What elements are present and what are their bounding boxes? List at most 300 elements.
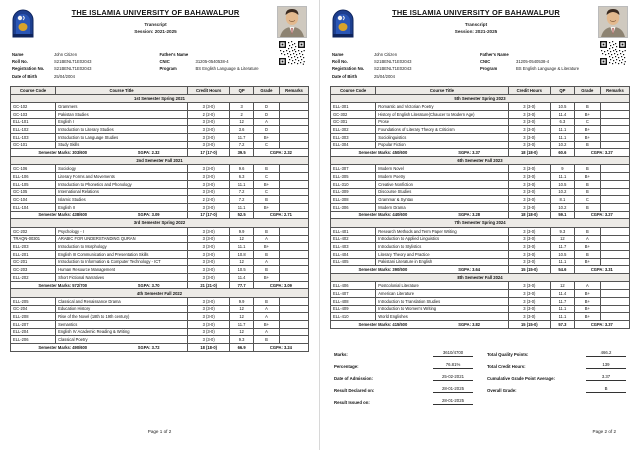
roll-value: S21BENLT1E02043 xyxy=(374,59,412,65)
cell-course-title: International Relations xyxy=(56,188,188,196)
summary-row xyxy=(487,374,626,381)
cell-qp: 10.5 xyxy=(551,180,575,188)
cell-remarks xyxy=(280,227,309,235)
info-dob xyxy=(332,75,480,80)
cell-course-code: ELL-303 xyxy=(331,133,376,141)
program-value: BS English Language & Literature xyxy=(516,66,580,72)
cell-qp: 11.4 xyxy=(551,290,575,298)
summary-label: Percentage: xyxy=(334,363,359,369)
cell-grade: B+ xyxy=(574,290,600,298)
cell-course-title: Islamic Studies xyxy=(56,196,188,204)
roll-value: S21BENLT1E02043 xyxy=(54,59,92,65)
summary-label: Total Credit Hours: xyxy=(487,363,526,369)
cell-course-title: Prose xyxy=(376,118,508,126)
cell-credit-hours: 3 (3-0) xyxy=(508,313,551,321)
cell-course-code: ELL-307 xyxy=(331,165,376,173)
semester-marks-sgpa xyxy=(11,211,188,219)
table-row xyxy=(11,305,309,313)
info-name xyxy=(332,53,480,58)
cell-course-code: ELL-103 xyxy=(11,133,56,141)
cell-qp: 10.2 xyxy=(551,188,575,196)
th-course-title: Course Title xyxy=(56,86,188,94)
cell-grade: B xyxy=(574,141,600,149)
cell-grade: A xyxy=(574,235,600,243)
cell-qp: 11.1 xyxy=(551,258,575,266)
cell-credit-hours: 3 (3-0) xyxy=(187,180,229,188)
cnic-value: 31205-0540538-4 xyxy=(516,59,550,65)
cell-credit-hours: 3 (3-0) xyxy=(187,235,229,243)
cell-course-code: GC-203 xyxy=(11,266,56,274)
cell-qp: 7.2 xyxy=(230,188,253,196)
semester-header-row xyxy=(331,219,630,227)
cell-remarks xyxy=(280,165,309,173)
cell-grade: B xyxy=(574,165,600,173)
grades-table-page2 xyxy=(330,86,630,329)
semester-sgpa: SGPA: 3.37 xyxy=(458,150,481,156)
cell-remarks xyxy=(600,118,629,126)
cell-remarks xyxy=(280,274,309,282)
student-info-page1 xyxy=(10,53,309,82)
semester-marks-sgpa xyxy=(331,320,509,328)
semester-sgpa: SGPA: 3.64 xyxy=(458,267,481,273)
cell-remarks xyxy=(280,110,309,118)
cell-course-code: ELL-206 xyxy=(11,336,56,344)
semester-total-qp: 60.6 xyxy=(551,149,575,157)
table-row xyxy=(11,103,309,111)
cell-remarks xyxy=(600,243,629,251)
cell-remarks xyxy=(280,188,309,196)
semester-sgpa: SGPA: 3.28 xyxy=(458,212,481,218)
result-summary xyxy=(334,350,626,410)
cell-remarks xyxy=(600,126,629,134)
table-row xyxy=(331,188,630,196)
table-row xyxy=(11,274,309,282)
cell-qp: 12 xyxy=(230,328,253,336)
cell-course-title: Discourse Studies xyxy=(376,188,508,196)
cell-course-title: English II xyxy=(56,203,188,211)
info-cnic xyxy=(160,60,308,65)
semester-cgpa: CGPA: 3.37 xyxy=(574,320,629,328)
summary-label: Total Quality Points: xyxy=(487,351,529,357)
cell-course-code: ELL-101 xyxy=(11,118,56,126)
cnic-label: CNIC xyxy=(159,59,170,65)
cell-grade: C xyxy=(574,196,600,204)
summary-value: 25-02-2021 xyxy=(433,374,473,381)
cell-remarks xyxy=(280,336,309,344)
summary-row xyxy=(334,374,473,381)
program-label: Program xyxy=(480,66,498,72)
program-label: Program xyxy=(159,66,177,72)
cell-course-title: Popular Fiction xyxy=(376,141,508,149)
registration-label: Registration No. xyxy=(332,66,365,72)
table-row xyxy=(11,320,309,328)
semester-marks-sgpa xyxy=(11,281,188,289)
semester-header-row xyxy=(331,157,630,165)
cell-remarks xyxy=(600,227,629,235)
table-row xyxy=(11,297,309,305)
cell-grade: B xyxy=(253,297,279,305)
semester-title: 3rd Semester Spring 2022 xyxy=(11,219,309,227)
table-row xyxy=(331,103,630,111)
summary-row xyxy=(487,350,626,357)
cell-qp: 11.1 xyxy=(551,126,575,134)
th-course-code: Course Code xyxy=(11,86,56,94)
cell-remarks xyxy=(280,196,309,204)
cell-qp: 3.6 xyxy=(230,126,253,134)
cell-course-title: Literary Theory and Practice xyxy=(376,250,508,258)
cell-remarks xyxy=(280,133,309,141)
cell-remarks xyxy=(280,258,309,266)
cell-course-code: GC-102 xyxy=(11,103,56,111)
table-header-row xyxy=(11,86,309,94)
cell-course-code: ELL-402 xyxy=(331,235,376,243)
semester-header-row xyxy=(11,219,309,227)
semester-total-qp: 52.5 xyxy=(230,211,253,219)
cell-course-title: Psychology - I xyxy=(56,227,188,235)
cell-grade: B+ xyxy=(574,305,600,313)
cell-course-code: GC-105 xyxy=(11,188,56,196)
table-row xyxy=(11,203,309,211)
cell-remarks xyxy=(600,305,629,313)
cell-course-title: Sociolinguistics xyxy=(376,133,508,141)
session-label: Session: 2021-2025 xyxy=(454,29,498,34)
cell-grade: B xyxy=(574,250,600,258)
summary-row xyxy=(487,386,626,393)
cell-course-title: Modern Novel xyxy=(376,165,508,173)
cell-credit-hours: 3 (3-0) xyxy=(508,250,551,258)
cell-course-code: ELL-104 xyxy=(11,203,56,211)
semester-header-row xyxy=(11,94,309,102)
summary-value: 28-01-2025 xyxy=(433,398,473,405)
summary-row xyxy=(334,398,473,405)
student-photo xyxy=(277,6,307,38)
cell-course-title: Foundations of Literary Theory & Criticism xyxy=(376,126,508,134)
summary-value: B xyxy=(586,386,626,393)
cell-course-code: ELL-404 xyxy=(331,250,376,258)
summary-value: 466.2 xyxy=(586,350,626,357)
cell-grade: A xyxy=(253,313,279,321)
cell-qp: 11.1 xyxy=(551,173,575,181)
cell-credit-hours: 3 (3-0) xyxy=(187,250,229,258)
table-row xyxy=(11,188,309,196)
cell-grade: B xyxy=(574,203,600,211)
summary-label: Result Declared on: xyxy=(334,387,375,393)
cell-course-title: Introduction to Women's Writing xyxy=(376,305,508,313)
table-row xyxy=(331,196,630,204)
cell-course-title: Classical and Renaissance Drama xyxy=(56,297,188,305)
semester-sgpa: SGPA: 3.82 xyxy=(458,321,481,327)
summary-label: Date of Admission: xyxy=(334,375,373,381)
father-label: Father's Name xyxy=(480,52,509,57)
cell-qp: 11.7 xyxy=(551,297,575,305)
info-name xyxy=(12,53,160,58)
semester-sgpa: SGPA: 3.70 xyxy=(137,282,160,288)
cell-remarks xyxy=(600,188,629,196)
cell-course-code: ELL-102 xyxy=(11,126,56,134)
cell-credit-hours: 3 (3-0) xyxy=(508,141,551,149)
cell-credit-hours: 3 (3-0) xyxy=(508,290,551,298)
cell-credit-hours: 3 (3-0) xyxy=(508,110,551,118)
semester-cgpa: CGPA: 2.32 xyxy=(253,149,308,157)
student-info-page2 xyxy=(330,53,630,82)
grades-table-page1 xyxy=(10,86,309,352)
cell-remarks xyxy=(280,320,309,328)
cell-course-code: GC-106 xyxy=(11,165,56,173)
summary-row xyxy=(334,362,473,369)
cell-course-code: GC-204 xyxy=(11,305,56,313)
cell-course-code: ELL-105 xyxy=(11,180,56,188)
semester-cgpa: CGPA: 3.09 xyxy=(253,281,308,289)
document-type: Transcript xyxy=(144,22,167,27)
summary-row xyxy=(334,350,473,357)
cell-remarks xyxy=(280,305,309,313)
table-row xyxy=(331,313,630,321)
cell-grade: B+ xyxy=(574,126,600,134)
cell-qp: 12 xyxy=(230,118,253,126)
cell-course-code: GC-103 xyxy=(11,110,56,118)
table-row xyxy=(11,133,309,141)
cell-grade: A xyxy=(253,305,279,313)
roll-label: Roll No. xyxy=(12,59,28,65)
cell-course-title: Human Resource Management xyxy=(56,266,188,274)
cell-course-code: ELL-308 xyxy=(331,196,376,204)
cell-qp: 11.7 xyxy=(230,133,253,141)
cell-course-title: Research Methods and Term Paper Writing xyxy=(376,227,508,235)
cell-grade: B xyxy=(574,103,600,111)
cell-credit-hours: 2 (2-0) xyxy=(187,110,229,118)
table-row xyxy=(11,250,309,258)
semester-sgpa: SGPA: 3.72 xyxy=(137,344,160,350)
cell-qp: 11.4 xyxy=(230,274,253,282)
th-qp: QP xyxy=(230,86,253,94)
page2-header xyxy=(330,6,630,50)
cell-grade: B+ xyxy=(253,203,279,211)
info-roll xyxy=(12,60,160,65)
summary-value: 76.81% xyxy=(433,362,473,369)
cell-course-title: Introduction to Language Studies xyxy=(56,133,188,141)
cell-qp: 12 xyxy=(230,258,253,266)
table-row xyxy=(331,173,630,181)
cell-credit-hours: 3 (3-0) xyxy=(187,258,229,266)
semester-title: 4th Semester Fall 2022 xyxy=(11,289,309,297)
cell-course-title: Romantic and Victorian Poetry xyxy=(376,103,508,111)
summary-value: 139 xyxy=(586,362,626,369)
cell-credit-hours: 3 (3-0) xyxy=(187,328,229,336)
page1-header xyxy=(10,6,309,50)
registration-value: S21BENLT1E02043 xyxy=(374,66,412,72)
cell-remarks xyxy=(280,250,309,258)
cell-course-code: GC-104 xyxy=(11,196,56,204)
cell-course-code: ELL-410 xyxy=(331,313,376,321)
cell-grade: B xyxy=(574,180,600,188)
th-course-code: Course Code xyxy=(331,86,376,94)
cell-grade: A xyxy=(253,328,279,336)
table-row xyxy=(11,141,309,149)
cell-course-title: Modern Poetry xyxy=(376,173,508,181)
cell-remarks xyxy=(280,266,309,274)
cell-grade: C xyxy=(253,188,279,196)
cell-course-code: ELL-304 xyxy=(331,141,376,149)
cell-grade: B+ xyxy=(574,173,600,181)
cell-course-code: ELL-407 xyxy=(331,290,376,298)
cell-course-title: Introduction to Morphology xyxy=(56,243,188,251)
table-row xyxy=(331,290,630,298)
roll-label: Roll No. xyxy=(332,59,348,65)
cell-remarks xyxy=(280,103,309,111)
semester-title: 2nd Semester Fall 2021 xyxy=(11,157,309,165)
cell-credit-hours: 3 (3-0) xyxy=(508,103,551,111)
table-row xyxy=(331,227,630,235)
cell-course-title: English III Communication and Presentation Skills xyxy=(56,250,188,258)
semester-sgpa: SGPA: 3.09 xyxy=(137,212,160,218)
table-row xyxy=(11,196,309,204)
cell-remarks xyxy=(600,203,629,211)
cell-grade: A xyxy=(253,235,279,243)
semester-title: 1st Semester Spring 2021 xyxy=(11,94,309,102)
semester-title: 6th Semester Fall 2023 xyxy=(331,157,630,165)
cell-course-code: GC-301 xyxy=(331,118,376,126)
table-row xyxy=(331,305,630,313)
cell-remarks xyxy=(600,290,629,298)
cell-qp: 9.9 xyxy=(230,297,253,305)
cell-grade: B+ xyxy=(253,180,279,188)
cell-grade: B+ xyxy=(574,243,600,251)
dob-value: 25/04/2004 xyxy=(374,73,395,79)
cell-qp: 9.9 xyxy=(230,227,253,235)
cell-qp: 12 xyxy=(230,235,253,243)
cell-course-code: ELL-204 xyxy=(11,328,56,336)
cell-credit-hours: 3 (3-0) xyxy=(508,196,551,204)
cell-course-code: ELL-201 xyxy=(11,250,56,258)
summary-label: Marks: xyxy=(334,351,348,357)
semester-total-row xyxy=(331,211,630,219)
cell-qp: 6.3 xyxy=(551,118,575,126)
table-row xyxy=(331,250,630,258)
cell-course-title: ARABIC FOR UNDERSTANDING QURAN xyxy=(56,235,188,243)
cell-course-title: Introduction to Phonetics and Phonology xyxy=(56,180,188,188)
cell-credit-hours: 3 (3-0) xyxy=(187,305,229,313)
cell-remarks xyxy=(280,203,309,211)
semester-marks: Semester Marks: 415/500 xyxy=(358,321,408,327)
summary-row xyxy=(334,386,473,393)
cell-course-title: Sociology xyxy=(56,165,188,173)
table-row xyxy=(331,282,630,290)
cell-credit-hours: 3 (3-0) xyxy=(187,118,229,126)
cell-grade: B+ xyxy=(574,297,600,305)
name-label: Name xyxy=(12,52,24,57)
semester-total-qp: 66.9 xyxy=(230,344,253,352)
cell-qp: 8.1 xyxy=(551,196,575,204)
cell-grade: C xyxy=(253,173,279,181)
cell-course-title: Classical Poetry xyxy=(56,336,188,344)
cnic-value: 31205-0540538-4 xyxy=(195,59,229,65)
cell-credit-hours: 3 (3-0) xyxy=(508,282,551,290)
table-row xyxy=(11,266,309,274)
cell-qp: 9.3 xyxy=(551,227,575,235)
cell-grade: B+ xyxy=(574,133,600,141)
university-name: THE ISLAMIA UNIVERSITY OF BAHAWALPUR xyxy=(71,8,240,17)
cell-qp: 11.7 xyxy=(551,243,575,251)
cell-credit-hours: 3 (3-0) xyxy=(508,305,551,313)
table-row xyxy=(331,235,630,243)
semester-total-qp: 77.7 xyxy=(230,281,253,289)
document-type: Transcript xyxy=(464,22,488,27)
summary-value: 3.37 xyxy=(586,374,626,381)
cell-course-code: ELL-203 xyxy=(11,243,56,251)
cell-qp: 11.1 xyxy=(551,305,575,313)
cell-course-code: ELL-205 xyxy=(11,297,56,305)
semester-total-row xyxy=(331,320,630,328)
cell-credit-hours: 3 (3-0) xyxy=(187,103,229,111)
semester-marks: Semester Marks: 440/600 xyxy=(358,212,408,218)
cell-qp: 7.2 xyxy=(230,196,253,204)
cell-grade: B xyxy=(253,196,279,204)
grades-body-page1 xyxy=(11,94,309,351)
semester-marks: Semester Marks: 438/600 xyxy=(38,212,88,218)
cell-course-code: GC-302 xyxy=(331,110,376,118)
cell-qp: 9.6 xyxy=(230,165,253,173)
semester-header-row xyxy=(331,94,630,102)
cell-remarks xyxy=(280,126,309,134)
info-program xyxy=(480,67,628,72)
cell-course-code: ELL-309 xyxy=(331,188,376,196)
cell-remarks xyxy=(280,297,309,305)
table-row xyxy=(11,235,309,243)
cell-course-title: Pakistani Literature in English xyxy=(376,258,508,266)
cell-credit-hours: 3 (3-0) xyxy=(508,258,551,266)
cell-credit-hours: 3 (3-0) xyxy=(187,266,229,274)
cell-course-title: American Literature xyxy=(376,290,508,298)
cell-course-code: ELL-207 xyxy=(11,320,56,328)
cell-qp: 11.4 xyxy=(551,110,575,118)
cell-grade: B+ xyxy=(253,133,279,141)
semester-total-row xyxy=(11,344,309,352)
table-row xyxy=(11,336,309,344)
cell-course-code: ELL-306 xyxy=(331,203,376,211)
cell-course-title: Postcolonial Literature xyxy=(376,282,508,290)
cell-remarks xyxy=(280,180,309,188)
father-value xyxy=(516,53,628,58)
semester-total-credit-hours: 18 (18-0) xyxy=(508,211,551,219)
summary-value: 28-01-2025 xyxy=(433,386,473,393)
cell-grade: B+ xyxy=(253,320,279,328)
table-row xyxy=(331,165,630,173)
th-qp: QP xyxy=(551,86,575,94)
cell-course-code: ELL-310 xyxy=(331,180,376,188)
table-row xyxy=(11,118,309,126)
th-remarks: Remarks xyxy=(280,86,309,94)
cell-remarks xyxy=(600,110,629,118)
cell-qp: 7.2 xyxy=(230,141,253,149)
program-value: BS English Language & Literature xyxy=(195,66,259,72)
cell-course-code: GC-202 xyxy=(11,227,56,235)
cell-qp: 3 xyxy=(230,103,253,111)
th-course-title: Course Title xyxy=(376,86,508,94)
cell-course-code: ELL-403 xyxy=(331,243,376,251)
cell-course-title: Introduction to Information & Computer Technology - ICT xyxy=(56,258,188,266)
cell-grade: B xyxy=(574,188,600,196)
cell-remarks xyxy=(600,141,629,149)
cell-course-title: Short Fictional Narratives xyxy=(56,274,188,282)
th-grade: Grade xyxy=(253,86,279,94)
cell-course-code: GC-201 xyxy=(11,258,56,266)
table-row xyxy=(331,258,630,266)
table-row xyxy=(11,258,309,266)
cell-credit-hours: 3 (3-0) xyxy=(187,274,229,282)
semester-sgpa: SGPA: 2.32 xyxy=(137,150,160,156)
semester-total-row xyxy=(331,266,630,274)
semester-total-row xyxy=(11,281,309,289)
